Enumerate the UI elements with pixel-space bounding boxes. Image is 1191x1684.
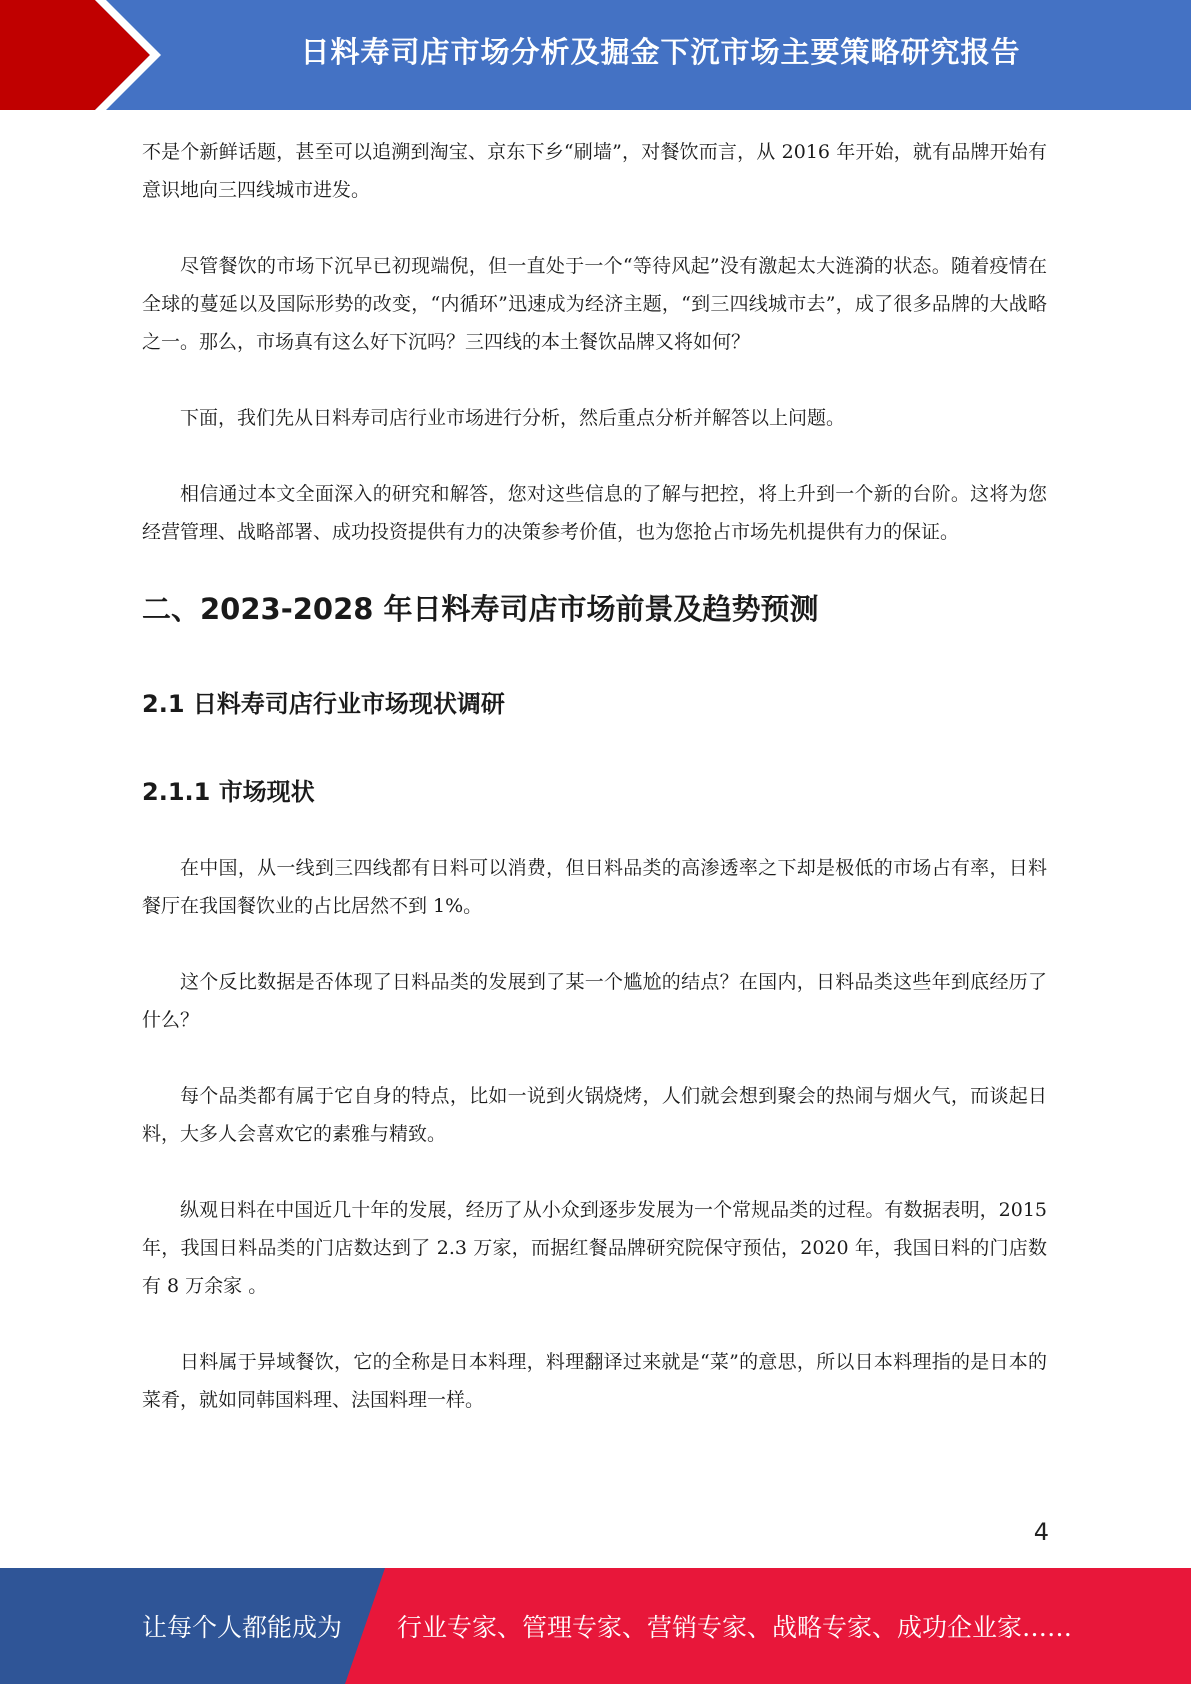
- paragraph: 不是个新鲜话题，甚至可以追溯到淘宝、京东下乡“刷墙”，对餐饮而言，从 2016 年开始，就有品牌开始有意识地向三四线城市进发。: [142, 141, 1047, 201]
- header-title: 日料寿司店市场分析及掘金下沉市场主要策略研究报告: [300, 34, 1021, 69]
- section-heading: 二、2023-2028 年日料寿司店市场前景及趋势预测: [142, 592, 819, 626]
- subsubsection-heading: 2.1.1 市场现状: [142, 778, 315, 806]
- paragraph: 下面，我们先从日料寿司店行业市场进行分析，然后重点分析并解答以上问题。: [180, 407, 846, 429]
- footer-slogan-left: 让每个人都能成为: [142, 1613, 343, 1642]
- page-number: 4: [1033, 1518, 1049, 1546]
- page-footer: [0, 1568, 1191, 1684]
- footer-slogan-right: 行业专家、管理专家、营销专家、战略专家、成功企业家……: [397, 1613, 1073, 1642]
- page-header: [0, 0, 1191, 110]
- subsection-heading: 2.1 日料寿司店行业市场现状调研: [142, 690, 505, 718]
- paragraph: 这个反比数据是否体现了日料品类的发展到了某一个尴尬的结点？在国内，日料品类这些年到底经历了什么？: [142, 971, 1047, 1031]
- paragraph: 尽管餐饮的市场下沉早已初现端倪，但一直处于一个“等待风起”没有激起太大涟漪的状态。随着疫情在全球的蔓延以及国际形势的改变，“内循环”迅速成为经济主题，“到三四线城市去”，成了很多品牌的大战略之一。那么，市场真有这么好下沉吗？三四线的本土餐饮品牌又将如何？: [142, 255, 1047, 353]
- document-body: [142, 133, 1047, 1457]
- paragraph: 每个品类都有属于它自身的特点，比如一说到火锅烧烤，人们就会想到聚会的热闹与烟火气，而谈起日料，大多人会喜欢它的素雅与精致。: [142, 1085, 1047, 1145]
- paragraph: 日料属于异域餐饮，它的全称是日本料理，料理翻译过来就是“菜”的意思，所以日本料理指的是日本的菜肴，就如同韩国料理、法国料理一样。: [142, 1351, 1047, 1411]
- paragraph: 纵观日料在中国近几十年的发展，经历了从小众到逐步发展为一个常规品类的过程。有数据表明，2015 年，我国日料品类的门店数达到了 2.3 万家，而据红餐品牌研究院保守预估，2020 年，我国日料的门店数有 8 万余家 。: [142, 1199, 1047, 1297]
- paragraph: 在中国，从一线到三四线都有日料可以消费，但日料品类的高渗透率之下却是极低的市场占有率，日料餐厅在我国餐饮业的占比居然不到 1%。: [142, 857, 1047, 917]
- paragraph: 相信通过本文全面深入的研究和解答，您对这些信息的了解与把控，将上升到一个新的台阶。这将为您经营管理、战略部署、成功投资提供有力的决策参考价值，也为您抢占市场先机提供有力的保证。: [142, 483, 1047, 543]
